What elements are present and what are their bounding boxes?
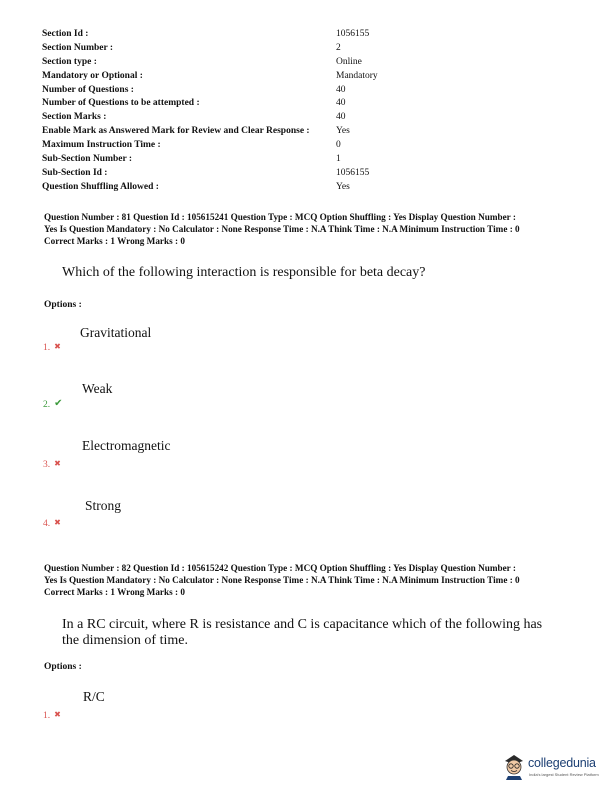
question-text-line: In a RC circuit, where R is resistance and C is capacitance which of the following has — [62, 617, 543, 632]
section-label: Sub-Section Number : — [42, 154, 133, 165]
option-text: Strong — [85, 498, 122, 513]
question-header-line: Yes Is Question Mandatory : No Calculator : None Response Time : N.A Think Time : N.A Minimum Instruction Time : 0 — [44, 224, 520, 235]
section-label: Number of Questions : — [42, 84, 134, 95]
section-row — [42, 70, 582, 84]
question-text: Which of the following interaction is responsible for beta decay? — [62, 265, 426, 280]
section-label: Sub-Section Id : — [42, 167, 108, 178]
section-value: 40 — [336, 84, 346, 95]
section-label: Enable Mark as Answered Mark for Review and Clear Response : — [42, 126, 310, 137]
section-label: Section Number : — [42, 42, 114, 53]
option-number-label: 4. — [43, 519, 51, 529]
section-value: Yes — [336, 181, 350, 192]
option-number — [43, 342, 61, 353]
question-text-line: the dimension of time. — [62, 633, 188, 648]
cross-icon: ✖ — [54, 342, 61, 351]
question-header — [44, 211, 584, 248]
section-value: Online — [336, 56, 362, 67]
section-label: Mandatory or Optional : — [42, 70, 143, 81]
option-number — [43, 459, 61, 470]
option-text: Electromagnetic — [82, 438, 171, 453]
option-text: R/C — [83, 689, 105, 704]
section-label: Question Shuffling Allowed : — [42, 181, 159, 192]
option-number-label: 1. — [43, 711, 51, 721]
options-label: Options : — [44, 300, 82, 310]
section-label: Number of Questions to be attempted : — [42, 98, 200, 109]
section-row — [42, 56, 582, 70]
section-row — [42, 84, 582, 98]
section-value: 40 — [336, 112, 346, 123]
section-value: 1056155 — [336, 29, 370, 39]
question-marks: Correct Marks : 1 Wrong Marks : 0 — [44, 587, 185, 598]
question-header — [44, 562, 584, 599]
section-value: 1056155 — [336, 167, 370, 178]
option-text: Weak — [82, 381, 113, 396]
collegedunia-logo — [502, 752, 608, 782]
section-label: Section Marks : — [42, 112, 107, 123]
question-header-line: Yes Is Question Mandatory : No Calculator : None Response Time : N.A Think Time : N.A Minimum Instruction Time : 0 — [44, 575, 520, 586]
cross-icon: ✖ — [54, 518, 61, 527]
option-number — [43, 710, 61, 721]
section-row — [42, 42, 582, 56]
section-row — [42, 97, 582, 111]
option-number-label: 1. — [43, 343, 51, 353]
question-marks: Correct Marks : 1 Wrong Marks : 0 — [44, 236, 185, 247]
question-text — [62, 617, 562, 649]
section-value: 2 — [336, 42, 341, 53]
checkmark-icon: ✔ — [54, 398, 63, 409]
section-value: 1 — [336, 154, 341, 165]
section-details — [42, 28, 582, 195]
options-label: Options : — [44, 662, 82, 672]
logo-name: collegedunia — [528, 756, 596, 770]
logo-tagline: India's largest Student Review Platform — [529, 772, 599, 777]
cross-icon: ✖ — [54, 459, 61, 468]
section-row — [42, 139, 582, 153]
cross-icon: ✖ — [54, 710, 61, 719]
section-value: 40 — [336, 98, 346, 109]
section-row — [42, 28, 582, 42]
option-number — [43, 398, 63, 410]
section-label: Section type : — [42, 56, 97, 67]
section-row — [42, 153, 582, 167]
option-number-label: 2. — [43, 400, 51, 410]
section-row — [42, 181, 582, 195]
section-value: 0 — [336, 140, 341, 151]
question-header-line: Question Number : 81 Question Id : 105615241 Question Type : MCQ Option Shuffling : Yes Display Question Number : — [44, 212, 516, 222]
option-text: Gravitational — [80, 325, 152, 340]
section-label: Maximum Instruction Time : — [42, 140, 161, 151]
section-row — [42, 111, 582, 125]
section-value: Yes — [336, 126, 350, 137]
section-value: Mandatory — [336, 70, 378, 81]
mascot-icon — [502, 752, 526, 780]
section-label: Section Id : — [42, 29, 89, 39]
option-number — [43, 518, 61, 529]
section-row — [42, 167, 582, 181]
option-number-label: 3. — [43, 460, 51, 470]
question-header-line: Question Number : 82 Question Id : 105615242 Question Type : MCQ Option Shuffling : Yes Display Question Number : — [44, 563, 516, 573]
section-row — [42, 125, 582, 139]
